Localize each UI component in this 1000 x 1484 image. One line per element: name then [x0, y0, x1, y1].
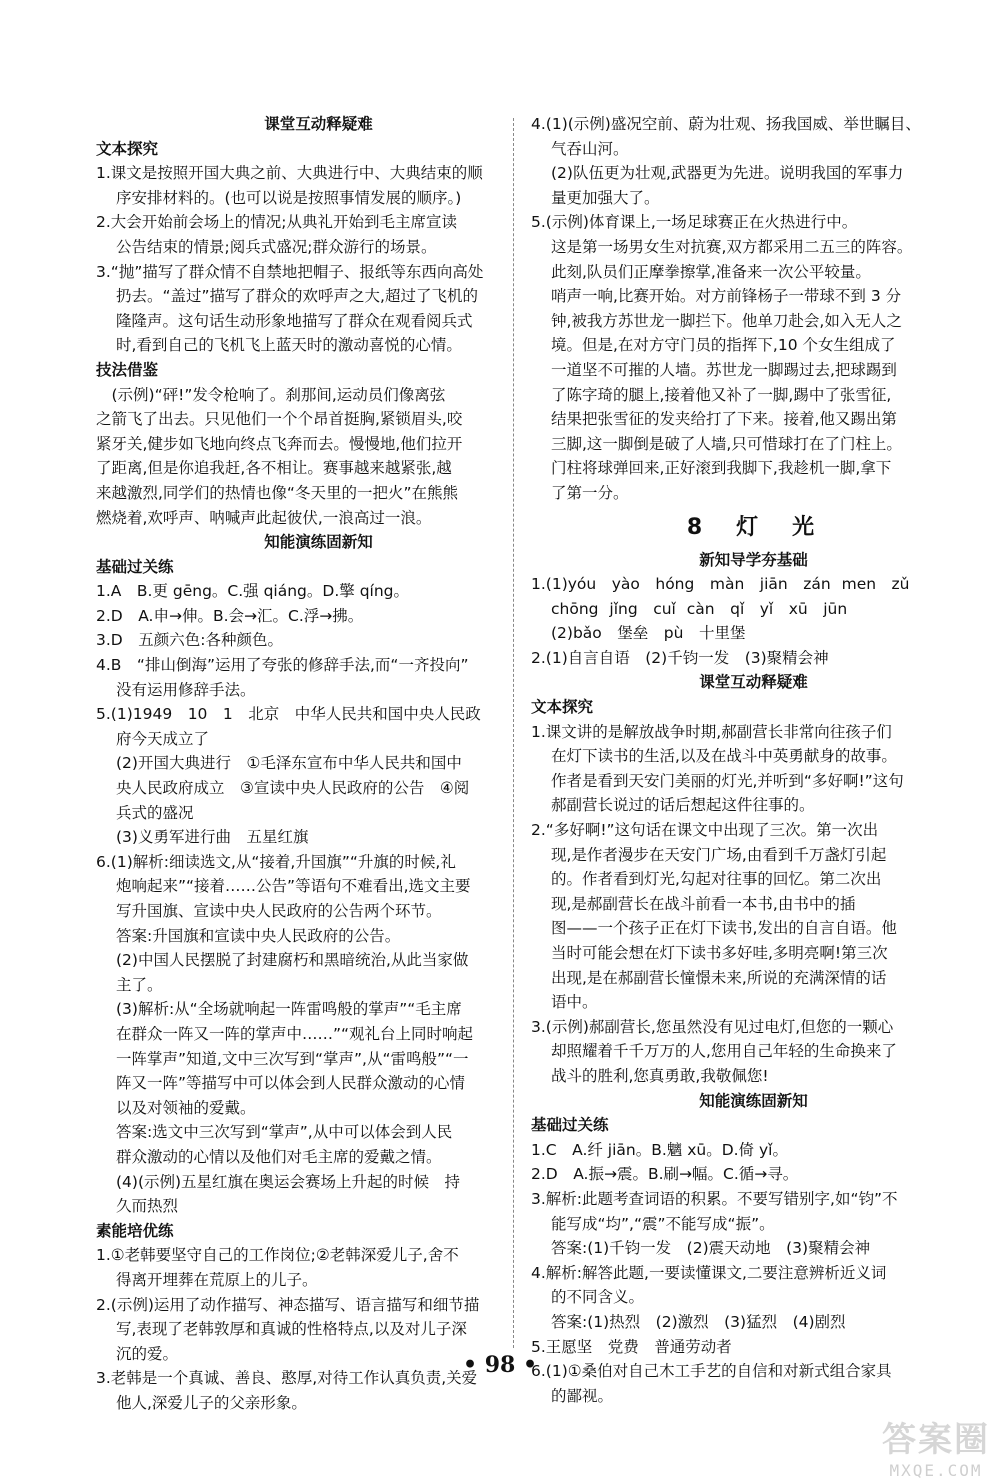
text-line: 央人民政府成立 ③宣读中央人民政府的公告 ④阅 [116, 779, 470, 798]
text-line: 4.B “排山倒海”运用了夸张的修辞手法,而“一齐投向” [96, 656, 469, 675]
text-line: 隆隆声。这句话生动形象地描写了群众在观看阅兵式 [116, 311, 473, 330]
section-heading: 知能演练固新知 [264, 533, 373, 552]
text-line: (2)中国人民摆脱了封建腐朽和黑暗统治,从此当家做 [116, 951, 469, 970]
text-line: (2)开国大典进行 ①毛泽东宣布中华人民共和国中 [116, 754, 462, 773]
text-line: 答案:(1)热烈 (2)激烈 (3)猛烈 (4)剧烈 [551, 1312, 846, 1331]
text-line: 群众激动的心情以及他们对毛主席的爱戴之情。 [116, 1147, 442, 1166]
text-line: 2.D A.申→伸。B.会→汇。C.浮→拂。 [96, 606, 364, 625]
text-line: 写升国旗、宣读中央人民政府的公告两个环节。 [116, 902, 442, 920]
subsection-heading: 基础过关练 [531, 1116, 609, 1135]
text-line: 时,看到自己的飞机飞上蓝天时的激动喜悦的心情。 [116, 336, 462, 355]
text-line: 1.A B.更 gēng。C.强 qiáng。D.擎 qíng。 [96, 582, 409, 601]
text-line: 公告结束的情景;阅兵式盛况;群众游行的场景。 [116, 237, 437, 256]
watermark-title: 答案圈 [882, 1420, 990, 1460]
section-heading: 新知导学夯基础 [699, 550, 808, 569]
text-line: 结果把张雪征的发夹给打了下来。接着,他又踢出第 [551, 410, 897, 429]
text-line: 量更加强大了。 [551, 188, 660, 207]
text-line: 5.(1)1949 10 1 北京 中华人民共和国中央人民政 [96, 705, 481, 724]
text-line: 序安排材料的。(也可以说是按照事情发展的顺序。) [116, 188, 462, 207]
text-line: 语中。 [551, 993, 598, 1012]
text-line: 写,表现了老韩敦厚和真诚的性格特点,以及对儿子深 [116, 1320, 467, 1339]
text-line: 3.“抛”描写了群众情不自禁地把帽子、报纸等东西向高处 [96, 262, 484, 281]
text-line: 2.(示例)运用了动作描写、神态描写、语言描写和细节描 [96, 1295, 480, 1314]
text-line: 1.课文讲的是解放战争时期,郝副营长非常向往孩子们 [531, 722, 892, 741]
text-line: 之箭飞了出去。只见他们一个个昂首挺胸,紧锁眉头,咬 [96, 410, 463, 429]
section-heading: 知能演练固新知 [699, 1091, 808, 1110]
text-line: 6.(1)解析:细读选文,从“接着,升国旗”“升旗的时候,礼 [96, 852, 456, 871]
text-line: 1.①老韩要坚守自己的工作岗位;②老韩深爱儿子,舍不 [96, 1246, 459, 1265]
section-heading: 课堂互动释疑难 [264, 115, 373, 133]
text-line: 作者是看到天安门美丽的灯光,并听到“多好啊!”这句 [551, 771, 904, 790]
text-line: 1.C A.纤 jiān。B.魑 xū。D.倚 yǐ。 [531, 1140, 788, 1159]
text-line: 的鄙视。 [551, 1386, 614, 1405]
text-line: 答案:选文中三次写到“掌声”,从中可以体会到人民 [116, 1123, 453, 1142]
text-line: (3)解析:从“全场就响起一阵雷鸣般的掌声”“毛主席 [116, 1000, 462, 1019]
text-line: 1.课文是按照开国大典之前、大典进行中、大典结束的顺 [96, 164, 483, 183]
text-line: 兵式的盛况 [116, 803, 194, 822]
watermark-url: MXQE.COM [889, 1461, 983, 1480]
text-line: 6.(1)①桑伯对自己木工手艺的自信和对新式组合家具 [531, 1362, 892, 1381]
subsection-heading: 素能培优练 [96, 1221, 174, 1240]
text-line: 阵又一阵”等描写中可以体会到人民群众激动的心情 [116, 1074, 466, 1093]
text-line: 图——一个孩子正在灯下读书,发出的自言自语。他 [551, 919, 897, 938]
text-line: 答案:升国旗和宣读中央人民政府的公告。 [116, 926, 401, 945]
text-line: 郝副营长说过的话后想起这件往事的。 [551, 796, 815, 815]
text-line: 4.(1)(示例)盛况空前、蔚为壮观、扬我国威、举世瞩目、 [531, 115, 921, 133]
text-line: 5.王愿坚 党费 普通劳动者 [531, 1337, 732, 1356]
text-line: (3)义勇军进行曲 五星红旗 [116, 828, 309, 847]
text-line: 扔去。“盖过”描写了群众的欢呼声之大,超过了飞机的 [116, 287, 478, 306]
subsection-heading: 技法借鉴 [96, 360, 159, 379]
text-line: 3.(示例)郝副营长,您虽然没有见过电灯,但您的一颗心 [531, 1017, 894, 1036]
text-line: 气吞山河。 [551, 139, 629, 158]
text-line: chōng jǐng cuǐ càn qǐ yǐ xū jūn [551, 599, 848, 618]
text-line: 2.“多好啊!”这句话在课文中出现了三次。第一次出 [531, 821, 879, 840]
text-line: 没有运用修辞手法。 [116, 680, 256, 699]
text-line: 的。作者看到灯光,勾起对往事的回忆。第二次出 [551, 870, 882, 889]
text-line: 他人,深爱儿子的父亲形象。 [116, 1393, 307, 1412]
text-line: (2)bǎo 堡垒 pù 十里堡 [551, 624, 746, 643]
text-line: 门柱将球弹回来,正好滚到我脚下,我趁机一脚,拿下 [551, 459, 892, 478]
text-line: 答案:(1)千钧一发 (2)震天动地 (3)聚精会神 [551, 1239, 871, 1258]
text-line: 的不同含义。 [551, 1288, 645, 1307]
text-line: 府今天成立了 [116, 729, 210, 748]
text-line: 3.D 五颜六色:各种颜色。 [96, 631, 283, 650]
text-line: 久而热烈 [116, 1197, 179, 1216]
text-line: 炮响起来”“接着……公告”等语句不难看出,选文主要 [116, 877, 471, 896]
subsection-heading: 文本探究 [531, 698, 594, 717]
text-line: 得离开埋葬在荒原上的儿子。 [116, 1270, 318, 1289]
text-line: 战斗的胜利,您真勇敢,我敬佩您! [551, 1066, 769, 1085]
text-line: 了距离,但是你追我赶,各不相让。赛事越来越紧张,越 [96, 459, 452, 478]
watermark-logo [882, 1412, 990, 1480]
text-line: 在群众一阵又一阵的掌声中……”“观礼台上同时响起 [116, 1024, 474, 1043]
text-line: 沉的爱。 [116, 1344, 179, 1363]
text-line: 了第一分。 [551, 483, 629, 502]
subsection-heading: 基础过关练 [96, 557, 174, 576]
text-line: (2)队伍更为壮观,武器更为先进。说明我国的军事力 [551, 164, 904, 183]
text-line: 一阵掌声”知道,文中三次写到“掌声”,从“雷鸣般”“一 [116, 1049, 469, 1068]
text-line: 此刻,队员们正摩拳擦掌,准备来一次公平较量。 [551, 262, 871, 281]
text-line: 现,是郝副营长在战斗前看一本书,由书中的插 [551, 894, 856, 913]
text-line: 三脚,这一脚倒是破了人墙,只可惜球打在了门柱上。 [551, 434, 902, 453]
text-line: 燃烧着,欢呼声、呐喊声此起彼伏,一浪高过一浪。 [96, 508, 432, 527]
text-line: 4.解析:解答此题,一要读懂课文,二要注意辨析近义词 [531, 1263, 887, 1282]
text-line: 哨声一响,比赛开始。对方前锋杨子一带球不到 3 分 [551, 287, 902, 306]
text-line: 2.(1)自言自语 (2)千钧一发 (3)聚精会神 [531, 648, 829, 667]
text-line: 以及对领袖的爱戴。 [116, 1098, 256, 1117]
text-line: 钟,被我方苏世龙一脚拦下。他单刀赴会,如入无人之 [551, 311, 902, 330]
left-column [96, 112, 541, 1415]
text-line: 紧牙关,健步如飞地向终点飞奔而去。慢慢地,他们拉开 [96, 434, 463, 453]
text-line: 能写成“均”,“震”不能写成“振”。 [551, 1214, 775, 1233]
text-line: 5.(示例)体育课上,一场足球赛正在火热进行中。 [531, 213, 858, 232]
text-line: 这是第一场男女生对抗赛,双方都采用二五三的阵容。 [551, 237, 913, 256]
text-line: 现,是作者漫步在天安门广场,由看到千万盏灯引起 [551, 845, 887, 864]
text-line: 在灯下读书的生活,以及在战斗中英勇献身的故事。 [551, 747, 897, 766]
text-line: 来越激烈,同学们的热情也像“冬天里的一把火”在熊熊 [96, 483, 458, 502]
text-line: 2.D A.振→震。B.刷→幅。C.循→寻。 [531, 1165, 799, 1184]
text-line: 出现,是在郝副营长憧憬未来,所说的充满深情的话 [551, 968, 887, 987]
text-line: 2.大会开始前会场上的情况;从典礼开始到毛主席宣读 [96, 213, 458, 232]
text-line: 境。但是,在对方守门员的指挥下,10 个女生组成了 [551, 336, 896, 355]
text-line: 3.解析:此题考查词语的积累。不要写错别字,如“钧”不 [531, 1189, 898, 1208]
section-heading: 课堂互动释疑难 [699, 673, 808, 692]
text-line: 却照耀着千千万万的人,您用自己年轻的生命换来了 [551, 1042, 897, 1061]
lesson-title: 8 灯 光 [686, 514, 821, 540]
text-line: 3.老韩是一个真诚、善良、憨厚,对待工作认真负责,关爱 [96, 1369, 478, 1388]
text-line: 了陈字琦的腿上,接着他又补了一脚,踢中了张雪征, [551, 385, 892, 404]
text-line: (示例)“砰!”发令枪响了。刹那间,运动员们像离弦 [96, 385, 446, 404]
text-line: (4)(示例)五星红旗在奥运会赛场上升起的时候 持 [116, 1172, 461, 1191]
column-divider [513, 118, 514, 1348]
right-column [531, 112, 976, 1408]
text-line: 1.(1)yóu yào hóng màn jiān zán men zǔ [531, 575, 910, 594]
page-number: • 98 • [462, 1352, 538, 1378]
text-line: 一道坚不可摧的人墙。苏世龙一脚踢过去,把球踢到 [551, 360, 897, 379]
text-line: 当时可能会想在灯下读书多好哇,多明亮啊!第三次 [551, 944, 888, 962]
subsection-heading: 文本探究 [96, 139, 159, 158]
text-line: 主了。 [116, 975, 163, 994]
